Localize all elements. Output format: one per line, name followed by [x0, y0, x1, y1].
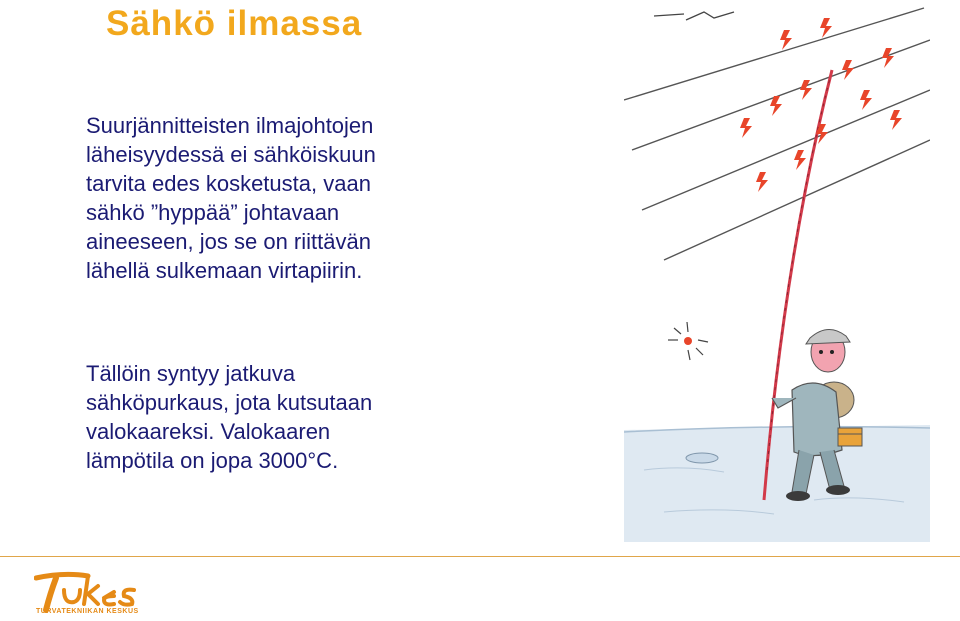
paragraph-overhead-lines — [86, 111, 556, 285]
text-line: aineeseen, jos se on riittävän — [86, 229, 371, 254]
slide-title: Sähkö ilmassa — [106, 4, 363, 43]
paragraph-electric-arc — [86, 359, 556, 475]
text-line: Tällöin syntyy jatkuva — [86, 361, 296, 386]
fisherman-power-line-cartoon — [624, 0, 930, 542]
text-line: läheisyydessä ei sähköiskuun — [86, 142, 376, 167]
text-line: lähellä sulkemaan virtapiirin. — [86, 258, 363, 283]
text-line: valokaareksi. Valokaaren — [86, 419, 331, 444]
footer-divider — [0, 556, 960, 557]
text-line: sähkö ”hyppää” johtavaan — [86, 200, 340, 225]
text-line: Suurjännitteisten ilmajohtojen — [86, 113, 374, 138]
text-line: lämpötila on jopa 3000°C. — [86, 448, 339, 473]
logo-subtitle: TURVATEKNIIKAN KESKUS — [36, 608, 139, 615]
text-line: tarvita edes kosketusta, vaan — [86, 171, 371, 196]
text-line: sähköpurkaus, jota kutsutaan — [86, 390, 373, 415]
